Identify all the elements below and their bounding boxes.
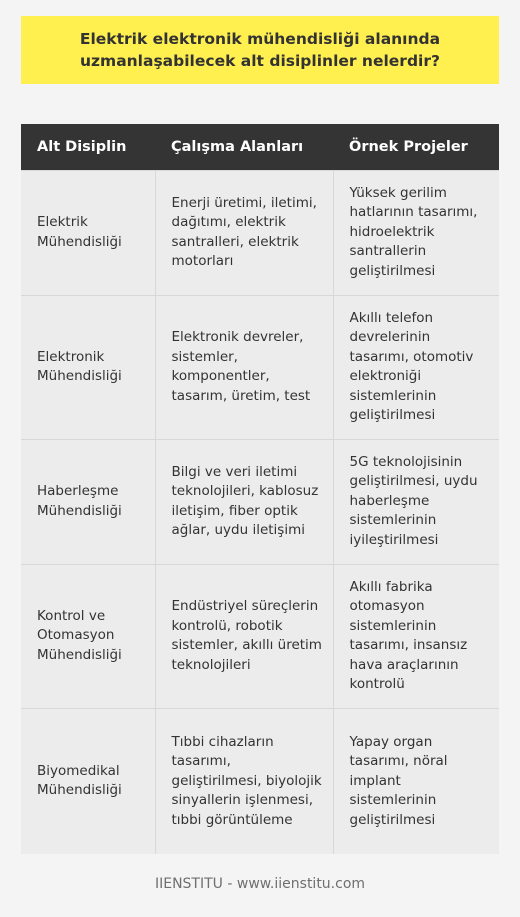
page-title: Elektrik elektronik mühendisliği alanında uzmanlaşabilecek alt disiplinler nelerdir? bbox=[79, 30, 441, 70]
footer-credit: IIENSTITU - www.iienstitu.com bbox=[154, 876, 366, 892]
header-calisma-alanlari: Çalışma Alanları bbox=[155, 124, 333, 170]
cell-work-areas: Endüstriyel süreçlerin kontrolü, robotik sistemler, akıllı üretim teknolojileri bbox=[155, 564, 333, 708]
table-row bbox=[21, 439, 499, 564]
cell-discipline: Elektrik Mühendisliği bbox=[21, 170, 155, 295]
table-row bbox=[21, 170, 499, 295]
cell-work-areas: Enerji üretimi, iletimi, dağıtımı, elektrik santralleri, elektrik motorları bbox=[155, 170, 333, 295]
cell-work-areas: Bilgi ve veri iletimi teknolojileri, kablosuz iletişim, fiber optik ağlar, uydu iletişimi bbox=[155, 439, 333, 564]
title-banner bbox=[21, 16, 499, 84]
cell-discipline: Biyomedikal Mühendisliği bbox=[21, 708, 155, 854]
table-row bbox=[21, 708, 499, 854]
table-header-row bbox=[21, 124, 499, 170]
table-row bbox=[21, 564, 499, 708]
cell-work-areas: Elektronik devreler, sistemler, komponentler, tasarım, üretim, test bbox=[155, 295, 333, 439]
header-alt-disiplin: Alt Disiplin bbox=[21, 124, 155, 170]
cell-work-areas: Tıbbi cihazların tasarımı, geliştirilmesi, biyolojik sinyallerin işlenmesi, tıbbi görüntüleme bbox=[155, 708, 333, 854]
cell-example-projects: 5G teknolojisinin geliştirilmesi, uydu haberleşme sistemlerinin iyileştirilmesi bbox=[333, 439, 499, 564]
cell-example-projects: Yapay organ tasarımı, nöral implant sistemlerinin geliştirilmesi bbox=[333, 708, 499, 854]
cell-example-projects: Akıllı fabrika otomasyon sistemlerinin tasarımı, insansız hava araçlarının kontrolü bbox=[333, 564, 499, 708]
cell-discipline: Elektronik Mühendisliği bbox=[21, 295, 155, 439]
cell-example-projects: Yüksek gerilim hatlarının tasarımı, hidroelektrik santrallerin geliştirilmesi bbox=[333, 170, 499, 295]
header-ornek-projeler: Örnek Projeler bbox=[333, 124, 499, 170]
table-row bbox=[21, 295, 499, 439]
cell-discipline: Kontrol ve Otomasyon Mühendisliği bbox=[21, 564, 155, 708]
disciplines-table bbox=[21, 124, 499, 854]
cell-example-projects: Akıllı telefon devrelerinin tasarımı, otomotiv elektroniği sistemlerinin geliştirilmesi bbox=[333, 295, 499, 439]
cell-discipline: Haberleşme Mühendisliği bbox=[21, 439, 155, 564]
